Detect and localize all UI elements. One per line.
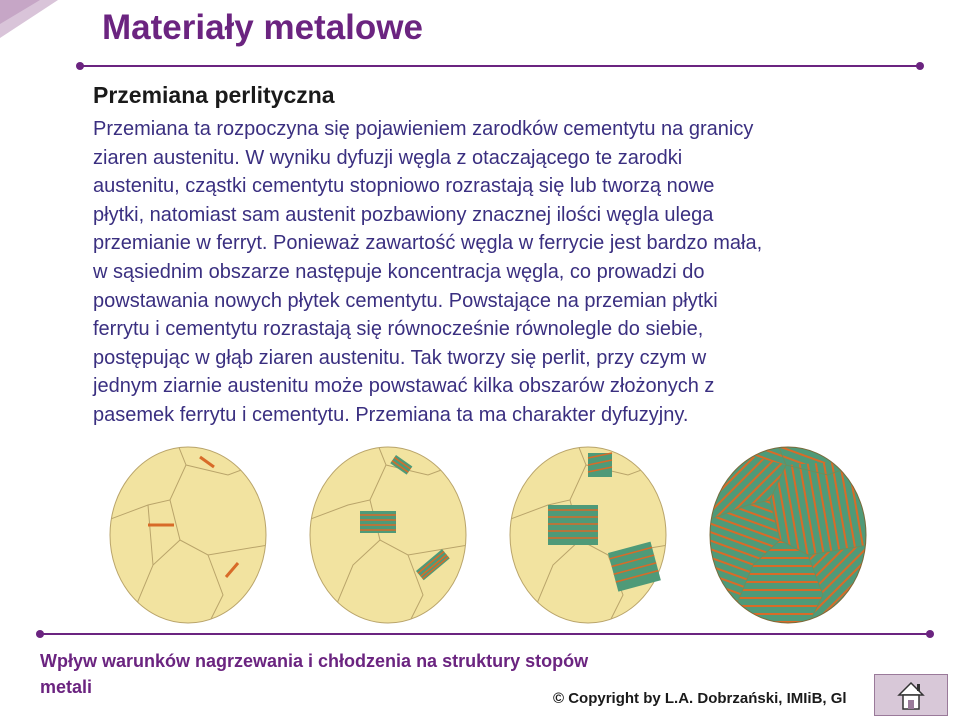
home-icon: [875, 675, 947, 715]
corner-decoration: [0, 0, 80, 58]
stage-2-figure: [308, 445, 468, 625]
home-button[interactable]: [874, 674, 948, 716]
stage-3-figure: [508, 445, 668, 625]
body-paragraph: Przemiana ta rozpoczyna się pojawieniem zarodków cementytu na granicy ziaren austenitu. W wyniku dyfuzji węgla z otaczającego te zarodki austenitu, cząstki cementytu stopniowo rozrastają się lub tworzą nowe płytki, natomiast sam austenit pozbawiony znacznej ilości węgla ulega przemianie w ferryt. Ponieważ zawartość węgla w ferrycie jest bardzo mała, w sąsiednim obszarze następuje koncentracja węgla, co prowadzi do powstawania nowych płytek cementytu. Powstające na przemian płytki ferrytu i cementytu rozrastają się równocześnie równolegle do siebie, postępując w głąb ziaren austenitu. Tak tworzy się perlit, przy czym w jednym ziarnie austenitu może powstawać kilka obszarów złożonych z pasemek ferrytu i cementytu. Przemiana ta ma charakter dyfuzyjny.: [93, 118, 763, 426]
footer-title: Wpływ warunków nagrzewania i chłodzenia na struktury stopów metali: [40, 651, 589, 697]
title-divider: [0, 56, 960, 76]
section-subtitle: Przemiana perlityczna: [93, 82, 335, 108]
page-title: Materiały metalowe: [102, 8, 423, 47]
stage-1-figure: [108, 445, 268, 625]
footer-divider: [0, 624, 960, 644]
pearlite-transformation-stages: [100, 445, 880, 625]
stage-4-figure: [708, 445, 868, 625]
copyright-text: © Copyright by L.A. Dobrzański, IMIiB, Gl: [553, 690, 847, 707]
